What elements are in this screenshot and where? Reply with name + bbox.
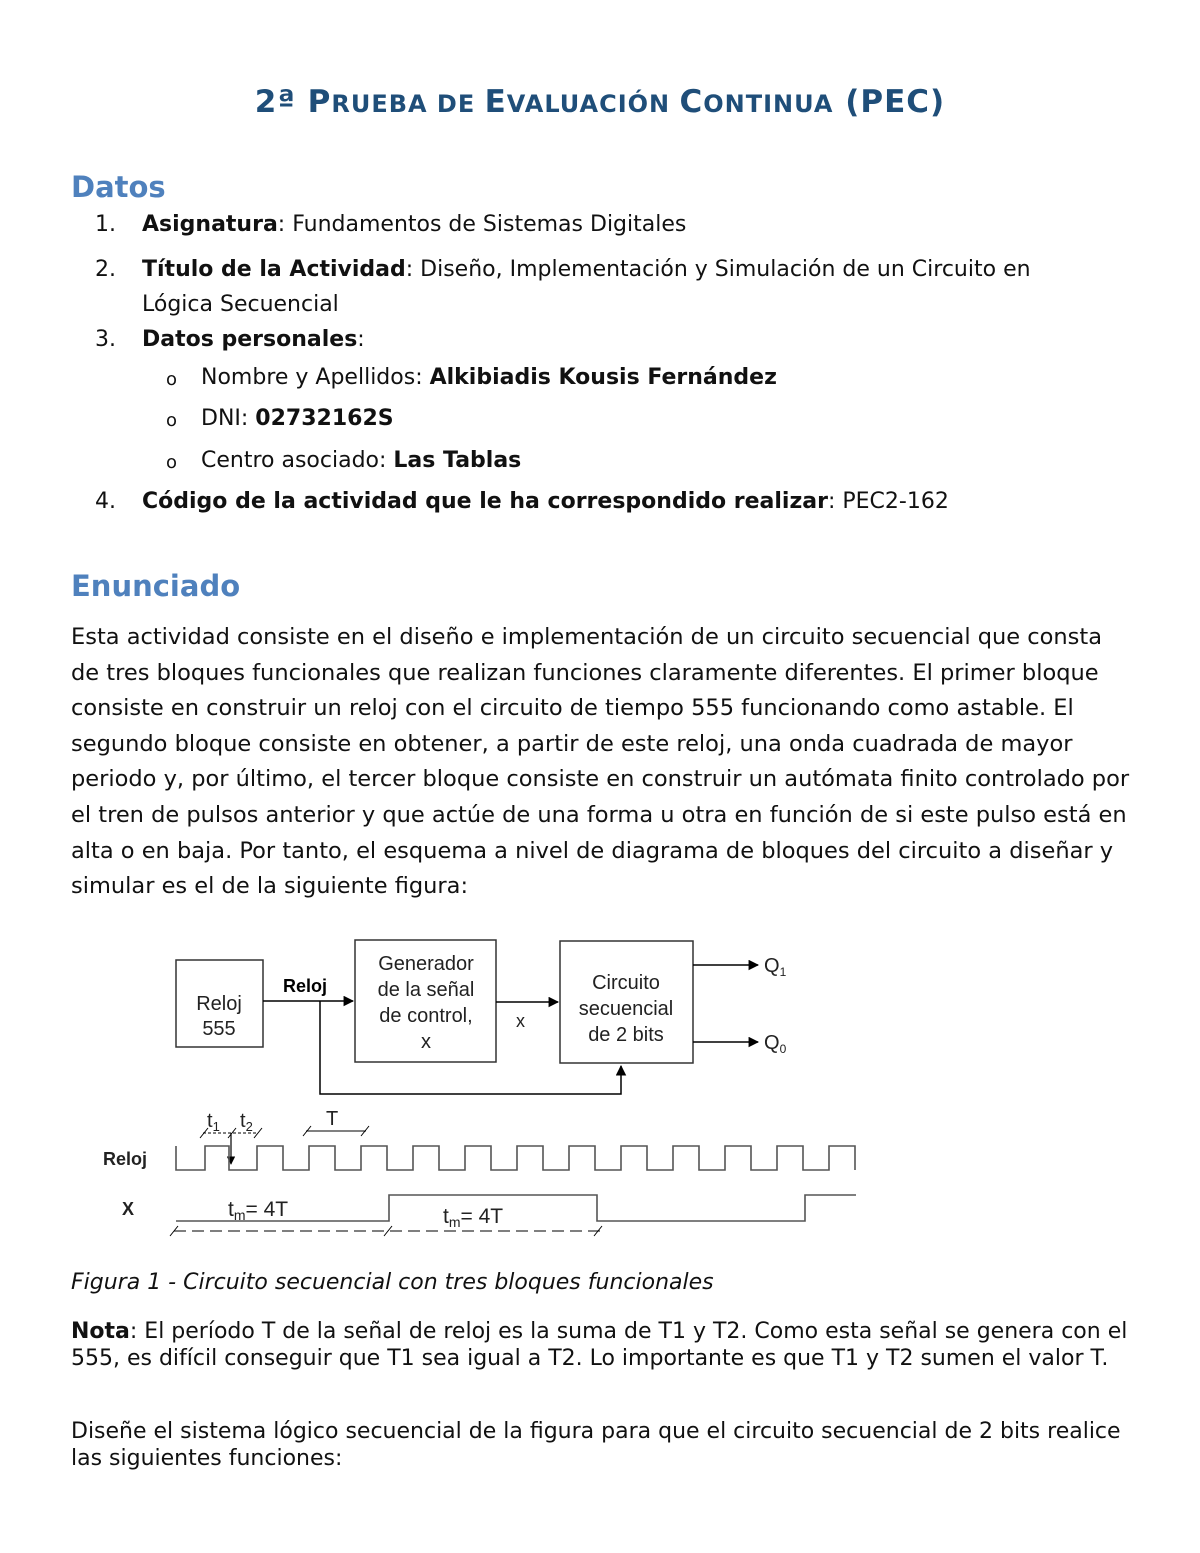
final-paragraph: Diseñe el sistema lógico secuencial de la figura para que el circuito secuencial de 2 bits realice las siguientes funciones: xyxy=(71,1419,1121,1471)
block-circuito-line3: de 2 bits xyxy=(588,1024,664,1046)
block-reloj-555-line2: 555 xyxy=(202,1018,236,1040)
block-generador-line3: de control, xyxy=(379,1005,473,1027)
block-circuito-line2: secuencial xyxy=(578,998,674,1020)
page-title: 2ª PRUEBA DE EVALUACIÓN CONTINUA (PEC) xyxy=(254,84,946,120)
wire-reloj-label: Reloj xyxy=(283,976,328,996)
wire-x-label: x xyxy=(516,1011,525,1031)
block-generador-line1: Generador xyxy=(378,953,474,975)
q1-label: $Q_1$ xyxy=(764,955,787,979)
t2-label: $t_2$ xyxy=(240,1110,253,1134)
row-label-reloj: Reloj xyxy=(103,1149,148,1169)
block-generador-line2: de la señal xyxy=(377,979,475,1001)
enunciado-heading: Enunciado xyxy=(71,569,241,603)
datos-heading: Datos xyxy=(71,170,166,204)
enunciado-paragraph: Esta actividad consiste en el diseño e implementación de un circuito secuencial que consta de tres bloques funcionales que realizan funciones claramente diferentes. El primer bloque consiste en construir un reloj con el circuito de tiempo 555 funcionando como astable. El segundo bloque consiste en obtener, a partir de este reloj, una onda cuadrada de mayor periodo y, por último, el tercer bloque consiste en construir un autómata finito controlado por el tren de pulsos anterior y que actúe de una forma u otra en función de si este pulso está en alta o en baja. Por tanto, el esquema a nivel de diagrama de bloques del circuito a diseñar y simular es el de la siguiente figura: xyxy=(71,624,1130,900)
period-label: T xyxy=(326,1108,339,1130)
block-reloj-555-line1: Reloj xyxy=(196,993,242,1015)
tm-label-2: tm= 4T xyxy=(443,1205,504,1230)
q0-label: $Q_0$ xyxy=(764,1032,787,1056)
figure-caption: Figura 1 - Circuito secuencial con tres bloques funcionales xyxy=(71,1270,714,1295)
nota-paragraph: Nota: El período T de la señal de reloj es la suma de T1 y T2. Como esta señal se genera con el 555, es difícil conseguir que T1 sea igual a T2. Lo importante es que T1 y T2 sumen el valor T. xyxy=(71,1319,1128,1371)
tm-label-1: tm= 4T xyxy=(228,1198,289,1223)
t1-label: $t_1$ xyxy=(207,1110,220,1134)
block-generador-line4: x xyxy=(421,1031,431,1053)
block-diagram xyxy=(0,930,1200,1250)
row-label-x: X xyxy=(122,1199,135,1219)
block-circuito-line1: Circuito xyxy=(592,972,660,994)
clock-waveform xyxy=(176,1146,855,1170)
